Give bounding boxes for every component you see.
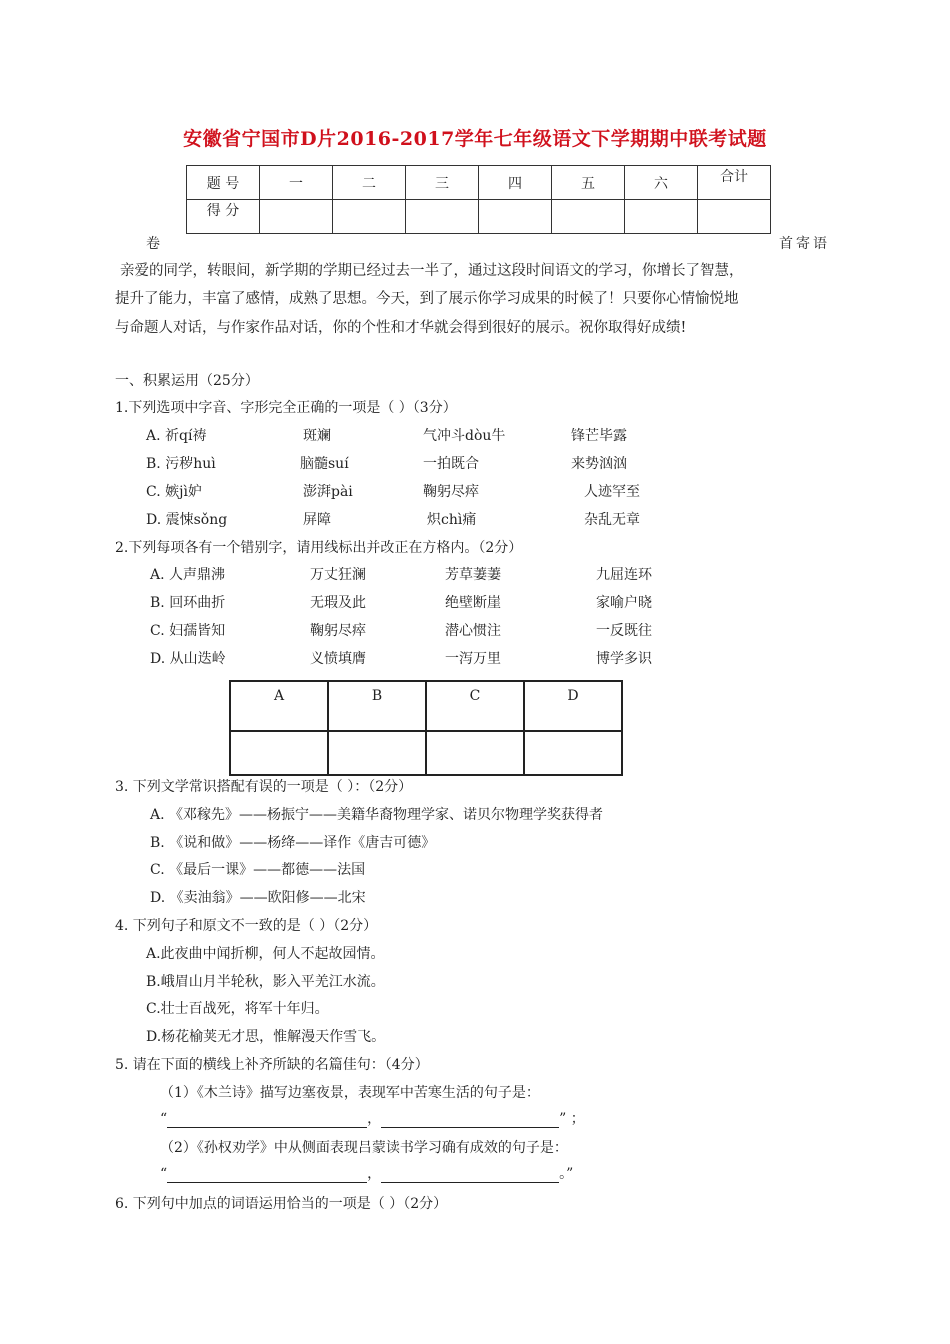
q2-answer-table bbox=[229, 680, 623, 776]
q2-option: B. 回环曲折 bbox=[150, 595, 226, 611]
q1-option: 屏障 bbox=[303, 512, 331, 528]
score-header-cell: 二 bbox=[333, 166, 406, 200]
q3-option: A. 《邓稼先》——杨振宁——美籍华裔物理学家、诺贝尔物理学奖获得者 bbox=[150, 807, 604, 823]
q5-answer-line-1 bbox=[160, 1108, 585, 1128]
q2-option: 芳草萋萋 bbox=[445, 567, 501, 583]
q2-option: 鞠躬尽瘁 bbox=[310, 623, 366, 639]
score-table-score-row bbox=[187, 200, 771, 234]
score-cell[interactable] bbox=[698, 200, 771, 234]
q5-sub-question: （2）《孙权劝学》中从侧面表现吕蒙读书学习确有成效的句子是： bbox=[160, 1140, 568, 1156]
q2-answer-cell[interactable] bbox=[328, 731, 426, 775]
quote-close: 。” bbox=[559, 1166, 574, 1182]
quote-open: “ bbox=[160, 1166, 168, 1182]
q2-answer-header: C bbox=[426, 681, 524, 731]
q2-stem: 2.下列每项各有一个错别字，请用线标出并改正在方格内。（2分） bbox=[115, 540, 523, 556]
q2-answer-header-row bbox=[230, 681, 622, 731]
score-header-cell: 四 bbox=[479, 166, 552, 200]
score-header-cell: 五 bbox=[552, 166, 625, 200]
side-label-right: 首寄语 bbox=[779, 236, 830, 252]
quote-open: “ bbox=[160, 1111, 168, 1127]
q2-option: 九屈连环 bbox=[596, 567, 652, 583]
q4-option: B.峨眉山月半轮秋，影入平羌江水流。 bbox=[146, 974, 385, 990]
q1-option: D. 震悚sǒng bbox=[146, 512, 228, 528]
q2-answer-row bbox=[230, 731, 622, 775]
q1-option: 炽chì痛 bbox=[427, 512, 477, 528]
score-header-cell: 题 号 bbox=[187, 166, 260, 200]
q1-option: 气冲斗dòu牛 bbox=[423, 428, 506, 444]
q2-option: 一泻万里 bbox=[445, 651, 501, 667]
comma: ， bbox=[367, 1166, 382, 1182]
q1-option: 脑髓suí bbox=[300, 456, 349, 472]
q1-option: 斑斓 bbox=[303, 428, 331, 444]
score-cell[interactable] bbox=[260, 200, 333, 234]
q2-answer-header: B bbox=[328, 681, 426, 731]
q4-option: D.杨花榆荚无才思，惟解漫天作雪飞。 bbox=[146, 1029, 386, 1045]
q2-answer-header: A bbox=[230, 681, 328, 731]
q5-sub-question: （1）《木兰诗》描写边塞夜景，表现军中苦寒生活的句子是： bbox=[160, 1085, 540, 1101]
q2-option: 无瑕及此 bbox=[310, 595, 366, 611]
score-cell[interactable] bbox=[552, 200, 625, 234]
q1-option: 来势汹汹 bbox=[571, 456, 627, 472]
q1-option: 澎湃pài bbox=[303, 484, 353, 500]
q3-option: B. 《说和做》——杨绛——译作《唐吉可德》 bbox=[150, 835, 436, 851]
intro-line: 亲爱的同学，转眼间，新学期的学期已经过去一半了，通过这段时间语文的学习，你增长了智慧， bbox=[120, 263, 744, 279]
q1-option: A. 祈qí祷 bbox=[146, 428, 207, 444]
q1-option: 鞠躬尽瘁 bbox=[423, 484, 479, 500]
section-heading: 一、积累运用（25分） bbox=[115, 373, 259, 389]
q1-option: C. 嫉jì妒 bbox=[146, 484, 202, 500]
q2-option: A. 人声鼎沸 bbox=[150, 567, 226, 583]
q2-answer-cell[interactable] bbox=[426, 731, 524, 775]
q2-option: 潜心惯注 bbox=[445, 623, 501, 639]
q2-option: 一反既往 bbox=[596, 623, 652, 639]
q2-answer-header: D bbox=[524, 681, 622, 731]
answer-blank[interactable] bbox=[381, 1111, 559, 1128]
comma: ， bbox=[367, 1111, 382, 1127]
score-row-label: 得 分 bbox=[187, 200, 260, 234]
quote-close: ” ； bbox=[559, 1111, 585, 1127]
q1-option: 锋芒毕露 bbox=[571, 428, 627, 444]
q2-option: C. 妇孺皆知 bbox=[150, 623, 226, 639]
q2-option: 万丈狂澜 bbox=[310, 567, 366, 583]
score-header-cell: 一 bbox=[260, 166, 333, 200]
q2-option: 家喻户晓 bbox=[596, 595, 652, 611]
q3-stem: 3. 下列文学常识搭配有误的一项是（ ）：（2分） bbox=[115, 779, 413, 795]
q2-option: 博学多识 bbox=[596, 651, 652, 667]
q2-answer-cell[interactable] bbox=[230, 731, 328, 775]
side-label-left: 卷 bbox=[146, 236, 160, 252]
q2-answer-cell[interactable] bbox=[524, 731, 622, 775]
score-cell[interactable] bbox=[333, 200, 406, 234]
score-cell[interactable] bbox=[625, 200, 698, 234]
intro-line: 提升了能力，丰富了感情，成熟了思想。今天，到了展示你学习成果的时候了！只要你心情愉悦地 bbox=[115, 291, 739, 307]
q1-option: B. 污秽huì bbox=[146, 456, 216, 472]
q1-stem: 1.下列选项中字音、字形完全正确的一项是（ ）（3分） bbox=[115, 400, 457, 416]
score-cell[interactable] bbox=[479, 200, 552, 234]
q4-stem: 4. 下列句子和原文不一致的是（ ）（2分） bbox=[115, 918, 378, 934]
q1-option: 人迹罕至 bbox=[584, 484, 640, 500]
intro-line: 与命题人对话，与作家作品对话，你的个性和才华就会得到很好的展示。祝你取得好成绩! bbox=[115, 320, 687, 336]
q5-answer-line-2 bbox=[160, 1163, 573, 1183]
score-table-header-row bbox=[187, 166, 771, 200]
score-header-cell: 六 bbox=[625, 166, 698, 200]
q2-option: D. 从山迭岭 bbox=[150, 651, 226, 667]
q3-option: D. 《卖油翁》——欧阳修——北宋 bbox=[150, 890, 366, 906]
score-header-cell: 合计 bbox=[698, 166, 771, 200]
score-cell[interactable] bbox=[406, 200, 479, 234]
score-table bbox=[186, 165, 771, 234]
q1-option: 一拍既合 bbox=[423, 456, 479, 472]
score-header-cell: 三 bbox=[406, 166, 479, 200]
q5-stem: 5. 请在下面的横线上补齐所缺的名篇佳句：（4分） bbox=[115, 1057, 429, 1073]
q4-option: A.此夜曲中闻折柳，何人不起故园情。 bbox=[146, 946, 385, 962]
q6-stem: 6. 下列句中加点的词语运用恰当的一项是（ ）（2分） bbox=[115, 1196, 448, 1212]
q3-option: C. 《最后一课》——都德——法国 bbox=[150, 862, 366, 878]
q2-option: 绝壁断崖 bbox=[445, 595, 501, 611]
answer-blank[interactable] bbox=[381, 1166, 559, 1183]
q1-option: 杂乱无章 bbox=[584, 512, 640, 528]
page-title: 安徽省宁国市D片2016-2017学年七年级语文下学期期中联考试题 bbox=[183, 128, 767, 150]
q2-option: 义愤填膺 bbox=[310, 651, 366, 667]
q4-option: C.壮士百战死，将军十年归。 bbox=[146, 1001, 329, 1017]
answer-blank[interactable] bbox=[167, 1111, 367, 1128]
answer-blank[interactable] bbox=[167, 1166, 367, 1183]
